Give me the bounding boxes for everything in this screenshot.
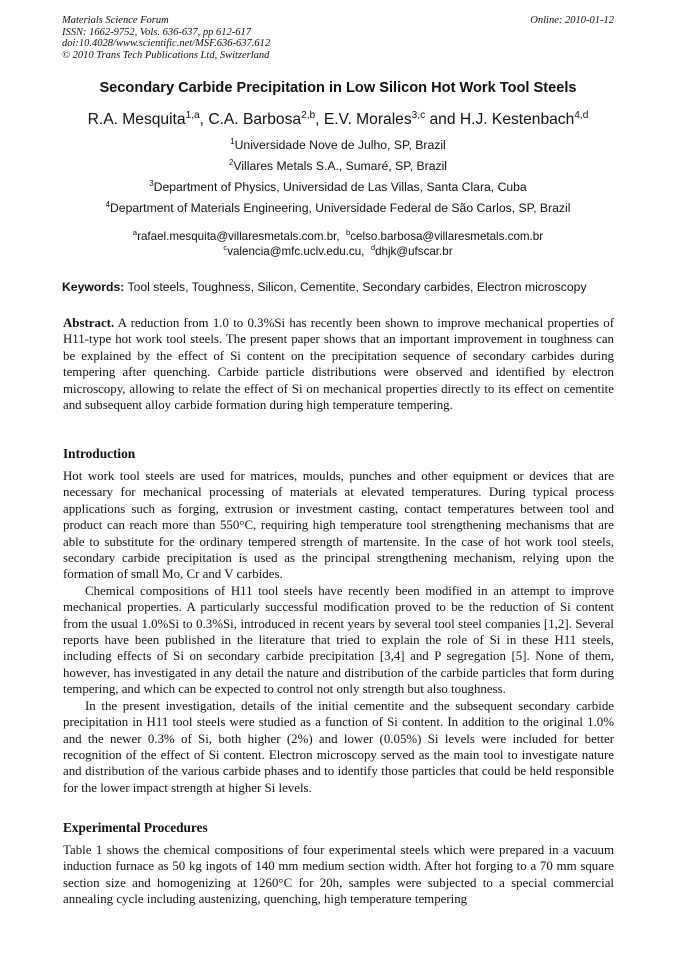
affiliation-1 [62,138,614,152]
author-affil-mark: 4,d [574,109,589,121]
doi-line[interactable]: doi:10.4028/www.scientific.net/MSF.636-637.612 [62,38,271,50]
abstract-label: Abstract. [63,316,115,330]
author-and: and [425,111,460,128]
affiliation-mark: 3 [149,178,154,188]
email-a[interactable]: rafael.mesquita@villaresmetals.com.br, [137,230,340,243]
page-header [62,15,614,61]
keywords-label: Keywords: [62,280,125,294]
email-mark: d [370,243,376,253]
introduction-body [63,468,614,796]
experimental-heading: Experimental Procedures [63,820,208,835]
introduction-heading: Introduction [63,446,136,461]
keywords-line [62,280,614,294]
email-line-1 [62,230,614,243]
email-mark: b [346,228,351,238]
affiliation-mark: 1 [230,136,235,146]
email-line-2 [62,245,614,258]
author-affil-mark: 1,a [185,109,200,121]
issn-line: ISSN: 1662-9752, Vols. 636-637, pp 612-617 [62,26,251,38]
experimental-paragraph: Table 1 shows the chemical compositions of four experimental steels which were prepared in a vacuum induction furnace as 50 kg ingots of 140 mm medium section width. After hot forging to a 70 mm square section size and homogenizing at 1260°C for 20h, samples were subjected to a special commercial annealing cycle including austenizing, quenching, high temperature tempering [63,843,614,907]
author-name: E.V. Morales [323,111,412,128]
affiliation-3 [62,180,614,194]
copyright-line: © 2010 Trans Tech Publications Ltd, Switzerland [62,49,270,61]
author-name: R.A. Mesquita [87,111,186,128]
affiliation-text: Villares Metals S.A., Sumaré, SP, Brazil [233,159,447,173]
intro-paragraph-3: In the present investigation, details of the initial cementite and the subsequent secondary carbide precipitation in H11 tool steels were studied as a function of Si content. In addition to the original 1.0% and the newer 0.3% of Si, both higher (2%) and lower (0.05%) Si levels were included for better recognition of the effect of Si content. Electron microscopy served as the main tool to investigate nature and distribution of the various carbide phases and to identify those particles that could be held responsible for the lower impact strength at higher Si levels. [63,698,614,795]
affiliation-2 [62,159,614,173]
author-name: C.A. Barbosa [208,111,302,128]
keywords-text: Tool steels, Toughness, Silicon, Cementite, Secondary carbides, Electron microscopy [127,280,587,294]
affiliation-mark: 2 [229,157,234,167]
paper-title: Secondary Carbide Precipitation in Low Silicon Hot Work Tool Steels [99,80,577,96]
affiliation-text: Department of Materials Engineering, Universidade Federal de São Carlos, SP, Brazil [109,201,571,215]
affiliation-4 [62,201,614,215]
email-c[interactable]: valencia@mfc.uclv.edu.cu, [227,245,365,258]
author-separator: , [315,111,324,128]
author-name: H.J. Kestenbach [459,111,575,128]
author-list [62,111,614,129]
intro-paragraph-2: Chemical compositions of H11 tool steels have recently been modified in an attempt to improve mechanical properties. A particularly successful modification proved to be the reduction of Si content from the usual 1.0%Si to 0.3%Si, introduced in recent years by several tool steel companies [1,2]. Several reports have been published in the literature that tried to explain the role of Si in these H11 steels, including effects of Si on secondary carbide precipitation [3,4] and P segregation [5]. None of them, however, has investigated in any detail the nature and distribution of the carbide particles that form during tempering, and which can be expected to control not only strength but also toughness. [63,583,614,697]
email-mark: c [223,243,228,253]
email-b[interactable]: celso.barbosa@villaresmetals.com.br [350,230,544,243]
author-affil-mark: 2,b [301,109,316,121]
author-affil-mark: 3,c [411,109,426,121]
author-separator: , [199,111,209,128]
abstract-text: A reduction from 1.0 to 0.3%Si has recently been shown to improve mechanical properties of H11-type hot work tool steels. The present paper shows that an important improvement in toughness can be explained by the effect of Si content on the precipitation sequence of secondary carbides during tempering after quenching. Carbide particle distributions were observed and identified by electron microscopy, allowing to relate the effect of Si on mechanical properties directly to its effect on cementite and subsequent alloy carbide formation during high temperature tempering. [63,316,614,413]
intro-paragraph-1: Hot work tool steels are used for matrices, moulds, punches and other equipment or devices that are necessary for mechanical processing of materials at elevated temperatures. During typical process applications such as forging, extrusion or investment casting, contact temperatures between tool and product can reach more than 550°C, requiring high temperature tool strengthening mechanisms that are able to substitute for the ordinary tempered strength of martensite. In the case of hot work tool steels, secondary carbide precipitation is used as the principal strengthening mechanism, relying upon the formation of small Mo, Cr and V carbides. [63,469,614,582]
affiliation-text: Universidade Nove de Julho, SP, Brazil [234,138,446,152]
journal-name: Materials Science Forum [62,15,169,26]
affiliation-text: Department of Physics, Universidad de Las Villas, Santa Clara, Cuba [153,180,527,194]
email-d[interactable]: dhjk@ufscar.br [375,245,453,258]
online-date: Online: 2010-01-12 [530,15,614,26]
abstract [63,315,614,413]
email-mark: a [132,228,138,238]
affiliation-mark: 4 [105,199,110,209]
